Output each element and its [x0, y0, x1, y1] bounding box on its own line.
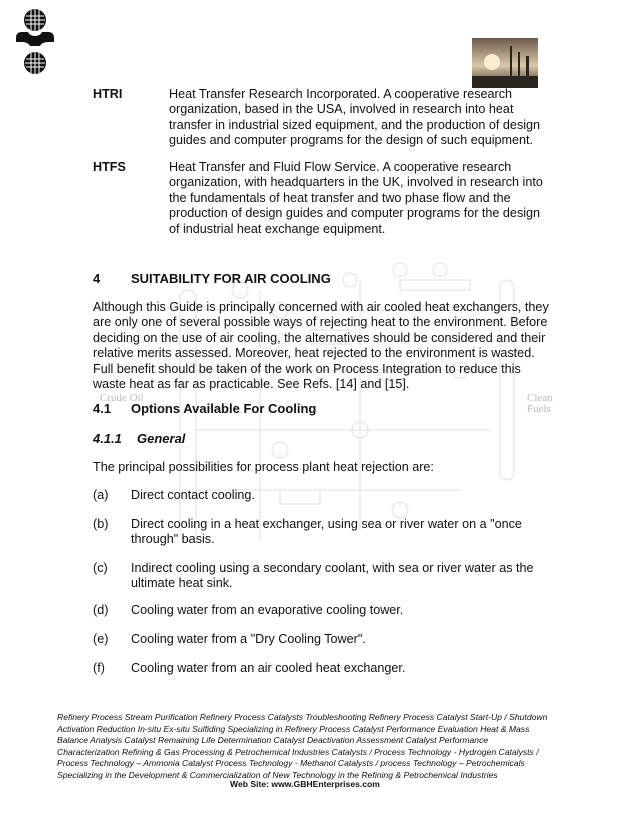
section-4-heading — [93, 271, 331, 286]
list-marker: (e) — [93, 632, 109, 646]
definition-htri: Heat Transfer Research Incorporated. A cooperative research organization, based in the USA, involved in research into heat transfer in industrial sized equipment, and the production of design guides and computer programs for the design of such equipment. — [169, 87, 541, 148]
definition-htfs: Heat Transfer and Fluid Flow Service. A cooperative research organization, with headquarters in the UK, involved in research into the fundamentals of heat transfer and two phase flow and the production of design guides and computer programs for the design of industrial heat exchange equipment. — [169, 160, 543, 236]
section-4-number: 4 — [93, 271, 101, 286]
list-marker: (f) — [93, 661, 105, 675]
section-4-1-1-heading — [93, 431, 185, 446]
section-4-title: SUITABILITY FOR AIR COOLING — [131, 271, 331, 286]
section-4-paragraph: Although this Guide is principally concerned with air cooled heat exchangers, they are only one of several possible ways of rejecting heat to the environment. Before deciding on the use of air cooling, the alternatives should be considered and their relative merits assessed. Moreover, heat rejected to the environment is wasted. Full benefit should be taken of the work on Process Integration to reduce this waste heat as far as practicable. See Refs. [14] and [15]. — [93, 300, 549, 392]
list-intro: The principal possibilities for process plant heat rejection are: — [93, 460, 434, 474]
footer-line: Activation Reduction In-situ Ex-situ Sulfiding Specializing in Refinery Process Catalyst Performance Evaluation Heat & Mass — [57, 723, 530, 734]
footer-line: Process Technology – Ammonia Catalyst Process Technology - Methanol Catalysts / process Technology – Petrochemicals — [57, 758, 525, 768]
list-marker: (b) — [93, 517, 109, 531]
term-htfs: HTFS — [93, 160, 126, 174]
watermark-clean-label: Clean Fuels — [527, 392, 553, 415]
list-text: Direct contact cooling. — [131, 488, 255, 502]
footer-services-text — [57, 712, 557, 781]
list-text: Cooling water from a "Dry Cooling Tower". — [131, 632, 366, 646]
list-text: Cooling water from an air cooled heat exchanger. — [131, 661, 406, 675]
section-4-1-1-number: 4.1.1 — [93, 431, 122, 446]
list-marker: (a) — [93, 488, 109, 502]
footer-line: Characterization Refining & Gas Processing & Petrochemical Industries Catalysts / Process Technology - Hydrogen Catalysts / — [57, 746, 539, 757]
section-4-1-number: 4.1 — [93, 401, 112, 416]
footer-line: Specializing in the Development & Commercialization of New Technology in the Refining & Petrochemical Industries — [57, 769, 498, 780]
list-marker: (c) — [93, 561, 108, 575]
footer-line: Refinery Process Stream Purification Refinery Process Catalysts Troubleshooting Refinery Process Catalyst Start-Up / Shutdown — [57, 712, 548, 722]
footer-line: Balance Analysis Catalyst Remaining Life Determination Catalyst Deactivation Assessment Catalyst Performance — [57, 735, 489, 745]
section-4-1-1-title: General — [137, 431, 186, 446]
list-marker: (d) — [93, 603, 109, 617]
refinery-photo — [472, 38, 538, 88]
section-4-1-heading — [93, 401, 316, 416]
list-text: Direct cooling in a heat exchanger, using sea or river water on a "once through" basis. — [131, 517, 522, 547]
list-text: Cooling water from an evaporative cooling tower. — [131, 603, 404, 617]
term-htri: HTRI — [93, 87, 123, 101]
footer-website-link[interactable]: Web Site: www.GBHEnterprises.com — [230, 779, 380, 789]
section-4-1-title: Options Available For Cooling — [131, 401, 317, 416]
company-logo-icon — [12, 6, 58, 78]
watermark-crude-label: Crude Oil — [100, 392, 144, 404]
list-text: Indirect cooling using a secondary coolant, with sea or river water as the ultimate heat sink. — [131, 561, 534, 591]
